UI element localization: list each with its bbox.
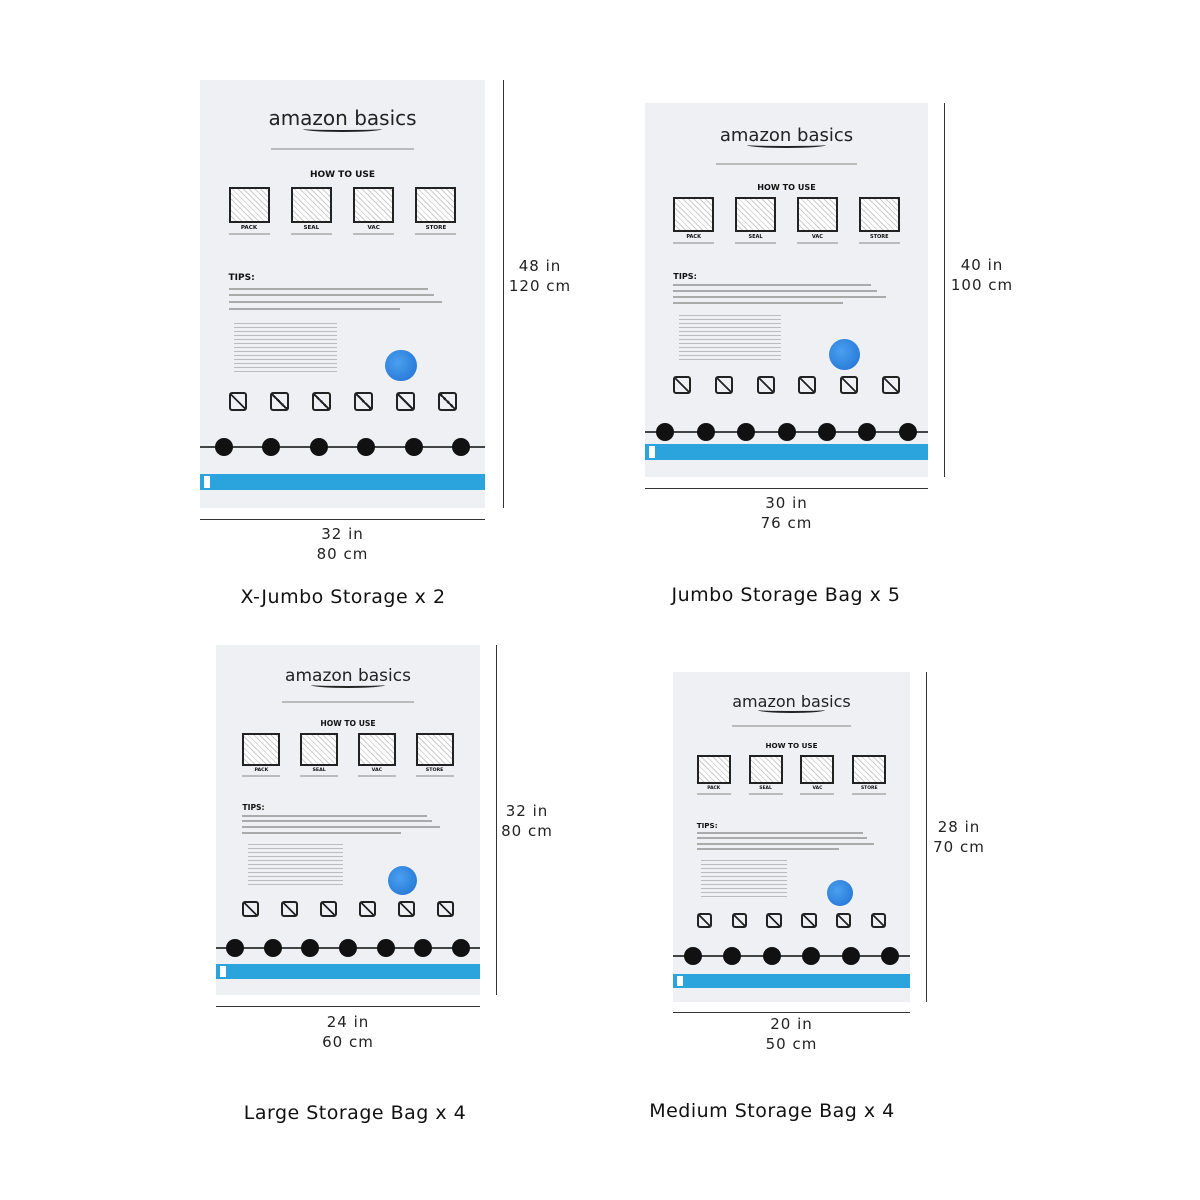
step-vac <box>358 733 396 777</box>
warning-icon <box>840 376 858 394</box>
seal-dot-icon <box>310 438 328 456</box>
seal-dot-icon <box>818 423 836 441</box>
step-illustration-icon <box>797 197 838 232</box>
steps <box>697 755 887 796</box>
warning-icon <box>871 913 886 928</box>
zipper-stripe <box>216 964 480 980</box>
step-label: VAC <box>367 224 380 231</box>
steps <box>242 733 453 777</box>
warning-icon <box>766 913 781 928</box>
step-seal <box>749 755 783 796</box>
seal-dot-icon <box>414 939 432 957</box>
step-illustration-icon <box>416 733 454 766</box>
step-illustration-icon <box>242 733 280 766</box>
bag-caption: X-Jumbo Storage x 2 <box>240 586 446 608</box>
warning-icons <box>242 901 453 918</box>
warning-icon <box>242 901 259 918</box>
step-pack <box>242 733 280 777</box>
step-label: PACK <box>240 224 258 231</box>
step-illustration-icon <box>735 197 776 232</box>
seal-line <box>216 947 480 949</box>
valve-icon <box>827 880 853 906</box>
bag-caption: Medium Storage Bag x 4 <box>649 1100 895 1122</box>
tips-heading: TIPS: <box>696 820 718 830</box>
seal-dot-icon <box>357 438 375 456</box>
warning-icons <box>697 913 887 928</box>
step-store <box>415 187 456 235</box>
step-illustration-icon <box>852 755 886 785</box>
warning-icon <box>229 392 247 410</box>
width-dimension-line <box>200 519 485 520</box>
seal-dot-icon <box>684 947 702 965</box>
brand-logo: amazon basics <box>732 691 851 711</box>
step-illustration-icon <box>229 187 270 223</box>
step-label: VAC <box>811 233 823 240</box>
warning-icon <box>757 376 775 394</box>
steps <box>673 197 899 244</box>
storage-bag-1 <box>645 103 928 477</box>
step-vac <box>797 197 838 244</box>
tips-heading: TIPS: <box>673 271 697 282</box>
seal-dot-icon <box>452 438 470 456</box>
step-store <box>852 755 886 796</box>
warning-icon <box>396 392 414 410</box>
width-label: 32 in 80 cm <box>316 525 369 563</box>
warning-icon <box>732 913 747 928</box>
step-illustration-icon <box>749 755 783 785</box>
step-illustration-icon <box>800 755 834 785</box>
width-dimension-line <box>673 1012 910 1013</box>
seal-dot-icon <box>452 939 470 957</box>
step-label: STORE <box>425 224 447 231</box>
zipper-stripe <box>200 474 485 490</box>
steps <box>229 187 457 235</box>
brand-logo: amazon basics <box>285 666 411 686</box>
seal-dot-icon <box>763 947 781 965</box>
step-label: PACK <box>707 786 721 792</box>
warning-icon <box>359 901 376 918</box>
seal-dot-icon <box>656 423 674 441</box>
step-label: SEAL <box>303 224 320 231</box>
step-vac <box>353 187 394 235</box>
seal-dot-icon <box>264 939 282 957</box>
how-to-use-heading: HOW TO USE <box>765 741 818 751</box>
tips-heading: TIPS: <box>242 802 265 812</box>
step-illustration-icon <box>358 733 396 766</box>
warning-icon <box>697 913 712 928</box>
seal-dot-icon <box>301 939 319 957</box>
height-label: 40 in 100 cm <box>950 256 1014 294</box>
seal-dot-icon <box>697 423 715 441</box>
instructions-text-block <box>679 312 781 361</box>
warning-icon <box>798 376 816 394</box>
instructions-text-block <box>248 841 343 887</box>
seal-dot-icon <box>899 423 917 441</box>
step-label: SEAL <box>748 233 763 240</box>
zipper-stripe <box>673 974 910 988</box>
warning-icon <box>354 392 372 410</box>
tips-heading: TIPS: <box>228 272 255 283</box>
step-store <box>859 197 900 244</box>
seal-dot-icon <box>858 423 876 441</box>
seal-dot-icon <box>881 947 899 965</box>
warning-icon <box>281 901 298 918</box>
seal-dot-icon <box>226 939 244 957</box>
step-label: SEAL <box>312 767 326 773</box>
width-label: 30 in 76 cm <box>760 494 813 532</box>
warning-icon <box>438 392 456 410</box>
brand-logo: amazon basics <box>268 105 417 130</box>
warning-icon <box>673 376 691 394</box>
seal-line <box>645 431 928 433</box>
height-label: 28 in 70 cm <box>933 818 985 856</box>
warning-icon <box>312 392 330 410</box>
step-vac <box>800 755 834 796</box>
step-illustration-icon <box>353 187 394 223</box>
step-label: PACK <box>686 233 702 240</box>
step-label: STORE <box>425 767 444 773</box>
step-illustration-icon <box>291 187 332 223</box>
warning-icon <box>882 376 900 394</box>
step-label: STORE <box>869 233 889 240</box>
step-illustration-icon <box>697 755 731 785</box>
bag-caption: Large Storage Bag x 4 <box>243 1102 467 1124</box>
seal-dot-icon <box>723 947 741 965</box>
step-label: VAC <box>812 786 823 792</box>
width-label: 20 in 50 cm <box>765 1015 818 1053</box>
step-seal <box>735 197 776 244</box>
bag-caption: Jumbo Storage Bag x 5 <box>671 584 901 606</box>
zipper-stripe <box>645 444 928 460</box>
seal-line <box>673 955 910 957</box>
step-pack <box>697 755 731 796</box>
step-seal <box>291 187 332 235</box>
seal-dot-icon <box>262 438 280 456</box>
warning-icon <box>715 376 733 394</box>
step-illustration-icon <box>300 733 338 766</box>
storage-bag-2 <box>216 645 480 995</box>
width-dimension-line <box>216 1006 480 1007</box>
warning-icons <box>673 376 899 394</box>
storage-bag-0 <box>200 80 485 508</box>
how-to-use-heading: HOW TO USE <box>320 718 376 728</box>
how-to-use-heading: HOW TO USE <box>309 169 376 180</box>
seal-dot-icon <box>339 939 357 957</box>
step-label: VAC <box>371 767 383 773</box>
warning-icon <box>437 901 454 918</box>
width-label: 24 in 60 cm <box>322 1013 374 1051</box>
instructions-text-block <box>234 320 337 376</box>
seal-dot-icon <box>405 438 423 456</box>
valve-icon <box>388 866 417 895</box>
step-pack <box>673 197 714 244</box>
seal-dot-icon <box>802 947 820 965</box>
instructions-text-block <box>701 857 786 900</box>
warning-icon <box>398 901 415 918</box>
valve-icon <box>829 339 860 370</box>
step-store <box>416 733 454 777</box>
seal-dot-icon <box>842 947 860 965</box>
brand-logo: amazon basics <box>719 125 854 147</box>
seal-dot-icon <box>778 423 796 441</box>
how-to-use-heading: HOW TO USE <box>757 181 816 192</box>
height-label: 48 in 120 cm <box>508 257 572 295</box>
seal-dot-icon <box>377 939 395 957</box>
warning-icon <box>320 901 337 918</box>
step-illustration-icon <box>415 187 456 223</box>
height-label: 32 in 80 cm <box>501 802 553 840</box>
warning-icon <box>801 913 816 928</box>
step-illustration-icon <box>673 197 714 232</box>
valve-icon <box>385 350 416 381</box>
storage-bag-3 <box>673 672 910 1002</box>
seal-line <box>200 446 485 448</box>
step-pack <box>229 187 270 235</box>
step-illustration-icon <box>859 197 900 232</box>
warning-icons <box>229 392 457 410</box>
warning-icon <box>270 392 288 410</box>
step-seal <box>300 733 338 777</box>
seal-dot-icon <box>215 438 233 456</box>
warning-icon <box>836 913 851 928</box>
step-label: SEAL <box>759 786 772 792</box>
step-label: STORE <box>860 786 878 792</box>
step-label: PACK <box>254 767 269 773</box>
seal-dot-icon <box>737 423 755 441</box>
width-dimension-line <box>645 488 928 489</box>
